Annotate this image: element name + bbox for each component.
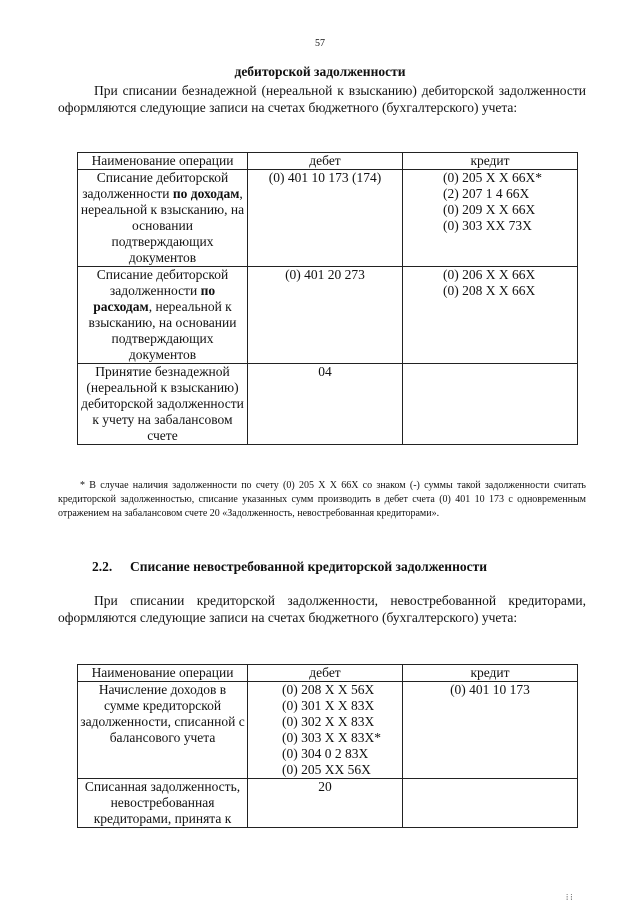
- table-row: [78, 364, 578, 445]
- section-number: 2.2.: [92, 559, 113, 574]
- credit-cell: [403, 779, 578, 828]
- operation-name-cell: Списание дебиторской задолженности по доходам, нереальной к взысканию, на основании подтверждающих документов: [78, 170, 248, 267]
- credit-cell: (0) 205 X X 66X* (2) 207 1 4 66X (0) 209 X X 66X (0) 303 XX 73X: [403, 170, 578, 267]
- debit-cell: (0) 208 X X 56X (0) 301 X X 83X (0) 302 X X 83X (0) 303 X X 83X* (0) 304 0 2 83X (0) 205 XX 56X: [248, 682, 403, 779]
- debit-cell: 20: [248, 779, 403, 828]
- footnote: * В случае наличия задолженности по счету (0) 205 X X 66X со знаком (-) суммы такой задолженности считать кредиторской задолженностью, списание указанных сумм производить в дебет счета (0) 401 10 173 с одновременным отражением на забалансовом счете 20 «Задолженность, невостребованная кредиторами».: [58, 480, 586, 519]
- intro-paragraph: При списании безнадежной (нереальной к взысканию) дебиторской задолженности оформляются следующие записи на счетах бюджетного (бухгалтерского) учета:: [58, 83, 586, 115]
- debit-cell: (0) 401 10 173 (174): [248, 170, 403, 267]
- table-row: [78, 170, 578, 267]
- section-title-text: Списание невостребованной кредиторской задолженности: [130, 559, 488, 574]
- scan-corner-marks: ⁞ ⁞: [566, 893, 573, 902]
- column-header-debit: дебет: [248, 665, 403, 682]
- table-header-row: [78, 153, 578, 170]
- table-header-row: [78, 665, 578, 682]
- debit-cell: (0) 401 20 273: [248, 267, 403, 364]
- column-header-credit: кредит: [403, 665, 578, 682]
- emphasis-text: по доходам: [172, 186, 240, 201]
- operation-name-cell: Принятие безнадежной (нереальной к взысканию) дебиторской задолженности к учету на забалансовом счете: [78, 364, 248, 445]
- credit-cell: (0) 206 X X 66X (0) 208 X X 66X: [403, 267, 578, 364]
- column-header-debit: дебет: [248, 153, 403, 170]
- operation-name-cell: Списанная задолженность, невостребованная кредиторами, принята к: [78, 779, 248, 828]
- page-number: 57: [315, 38, 325, 49]
- receivables-writeoff-table: [77, 152, 578, 445]
- table-row: [78, 779, 578, 828]
- section-paragraph: При списании кредиторской задолженности, невостребованной кредиторами, оформляются следующие записи на счетах бюджетного (бухгалтерского) учета:: [58, 593, 586, 625]
- operation-name-cell: Списание дебиторской задолженности по расходам, нереальной к взысканию, на основании подтверждающих документов: [78, 267, 248, 364]
- credit-cell: [403, 364, 578, 445]
- debit-cell: 04: [248, 364, 403, 445]
- column-header-operation: Наименование операции: [78, 665, 248, 682]
- column-header-operation: Наименование операции: [78, 153, 248, 170]
- table-row: [78, 267, 578, 364]
- credit-cell: (0) 401 10 173: [403, 682, 578, 779]
- table-row: [78, 682, 578, 779]
- emphasis-text: по расходам: [93, 283, 216, 314]
- column-header-credit: кредит: [403, 153, 578, 170]
- section-heading-continued: дебиторской задолженности: [234, 64, 406, 79]
- section-title: [92, 559, 487, 575]
- operation-name-cell: Начисление доходов в сумме кредиторской задолженности, списанной с балансового учета: [78, 682, 248, 779]
- payables-writeoff-table: [77, 664, 578, 828]
